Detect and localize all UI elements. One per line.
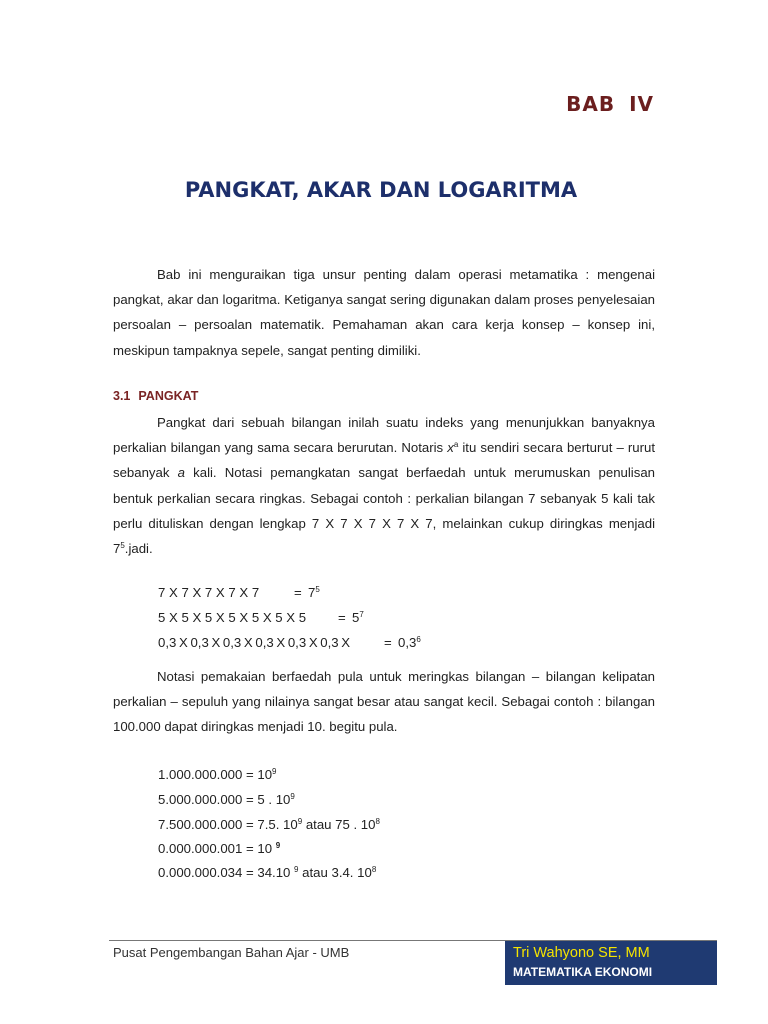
power-of-ten-row xyxy=(158,841,280,856)
row-exp: 9 xyxy=(297,817,303,826)
intro-text: Bab ini menguraikan tiga unsur penting dalam operasi metamatika : mengenai pangkat, akar dan logaritma. Ketiganya sangat sering digunakan dalam proses penyelesaian persoalan – persoalan matematik. Pemahaman akan cara kerja konsep – konsep ini, meskipun tampaknya sepele, sangat penting dimiliki. xyxy=(113,267,655,358)
row-text: 0.000.000.001 = 10 xyxy=(158,841,276,856)
power-of-ten-row xyxy=(158,767,277,782)
equation-row xyxy=(158,585,320,600)
equation-base: 7 xyxy=(308,585,316,600)
power-of-ten-row xyxy=(158,792,295,807)
section-number: 3.1 xyxy=(113,389,131,403)
footer-author: Tri Wahyono SE, MM xyxy=(513,945,650,961)
equation-lhs: 5 X 5 X 5 X 5 X 5 X 5 X 5 xyxy=(158,610,307,625)
row-text: 0.000.000.034 = 34.10 xyxy=(158,865,295,880)
row-exp-2: 8 xyxy=(371,865,377,874)
row-text: 7.500.000.000 = 7.5. 10 xyxy=(158,817,298,832)
row-exp-2: 8 xyxy=(375,817,380,826)
p1-part-d: .jadi. xyxy=(124,541,153,557)
equation-exp: 7 xyxy=(359,610,364,619)
footer-course: MATEMATIKA EKONOMI xyxy=(513,965,653,979)
row-text: 1.000.000.000 = 10 xyxy=(158,767,273,782)
equation-exp: 5 xyxy=(315,585,320,594)
equation-row xyxy=(158,610,364,625)
power-of-ten-row xyxy=(158,817,380,832)
p2-text: Notasi pemakaian berfaedah pula untuk meringkas bilangan – bilangan kelipatan perkalian – sepuluh yang nilainya sangat besar atau sangat kecil. Sebagai contoh : bilangan 100.000 dapat diringkas menjadi 10. begitu pula. xyxy=(113,669,655,735)
p1-var-x: x xyxy=(447,440,454,456)
p1-sup-5: 5 xyxy=(120,541,125,551)
section-title: PANGKAT xyxy=(138,389,199,403)
chapter-title: PANGKAT, AKAR DAN LOGARITMA xyxy=(184,178,578,202)
equation-lhs: 0,3 X 0,3 X 0,3 X 0,3 X 0,3 X 0,3 X xyxy=(158,635,351,650)
footer-publisher: Pusat Pengembangan Bahan Ajar - UMB xyxy=(113,945,350,960)
p1-part-a: Pangkat dari sebuah bilangan inilah suatu indeks yang menunjukkan banyaknya perkalian bilangan yang sama secara berurutan. Notaris xyxy=(113,415,655,456)
p1-var-a: a xyxy=(177,465,185,481)
power-of-ten-row xyxy=(158,865,376,880)
p1-sup-a: a xyxy=(453,440,459,450)
row-text: 5.000.000.000 = 5 . 10 xyxy=(158,792,291,807)
p1-part-b: itu sendiri secara berturut – rurut sebanyak xyxy=(113,440,655,481)
row-text-2: atau 3.4. 10 xyxy=(298,865,372,880)
row-exp: 9 xyxy=(290,792,295,801)
equation-base: 0,3 xyxy=(398,635,417,650)
p1-part-c: kali. Notasi pemangkatan sangat berfaedah untuk merumuskan penulisan bentuk perkalian secara ringkas. Sebagai contoh : perkalian bilangan 7 sebanyak 5 kali tak perlu dituliskan dengan lengkap 7 X 7 X 7 X 7 X 7, melainkan cukup diringkas menjadi 7 xyxy=(113,465,655,557)
equation-equals: = xyxy=(294,585,302,600)
equation-base: 5 xyxy=(352,610,360,625)
equation-row xyxy=(158,635,421,650)
equation-lhs: 7 X 7 X 7 X 7 X 7 xyxy=(158,585,260,600)
chapter-label: BAB IV xyxy=(566,92,654,116)
intro-paragraph xyxy=(113,262,655,363)
pangkat-paragraph xyxy=(113,410,655,561)
footer-author-box xyxy=(505,941,717,985)
row-text-2: atau 75 . 10 xyxy=(302,817,376,832)
section-heading xyxy=(113,389,198,403)
equation-exp: 6 xyxy=(416,635,421,644)
notation-paragraph xyxy=(113,664,655,740)
row-exp: 9 xyxy=(272,767,277,776)
row-exp: 9 xyxy=(275,841,281,850)
row-exp: 9 xyxy=(294,865,299,874)
equation-equals: = xyxy=(338,610,346,625)
equation-equals: = xyxy=(384,635,392,650)
